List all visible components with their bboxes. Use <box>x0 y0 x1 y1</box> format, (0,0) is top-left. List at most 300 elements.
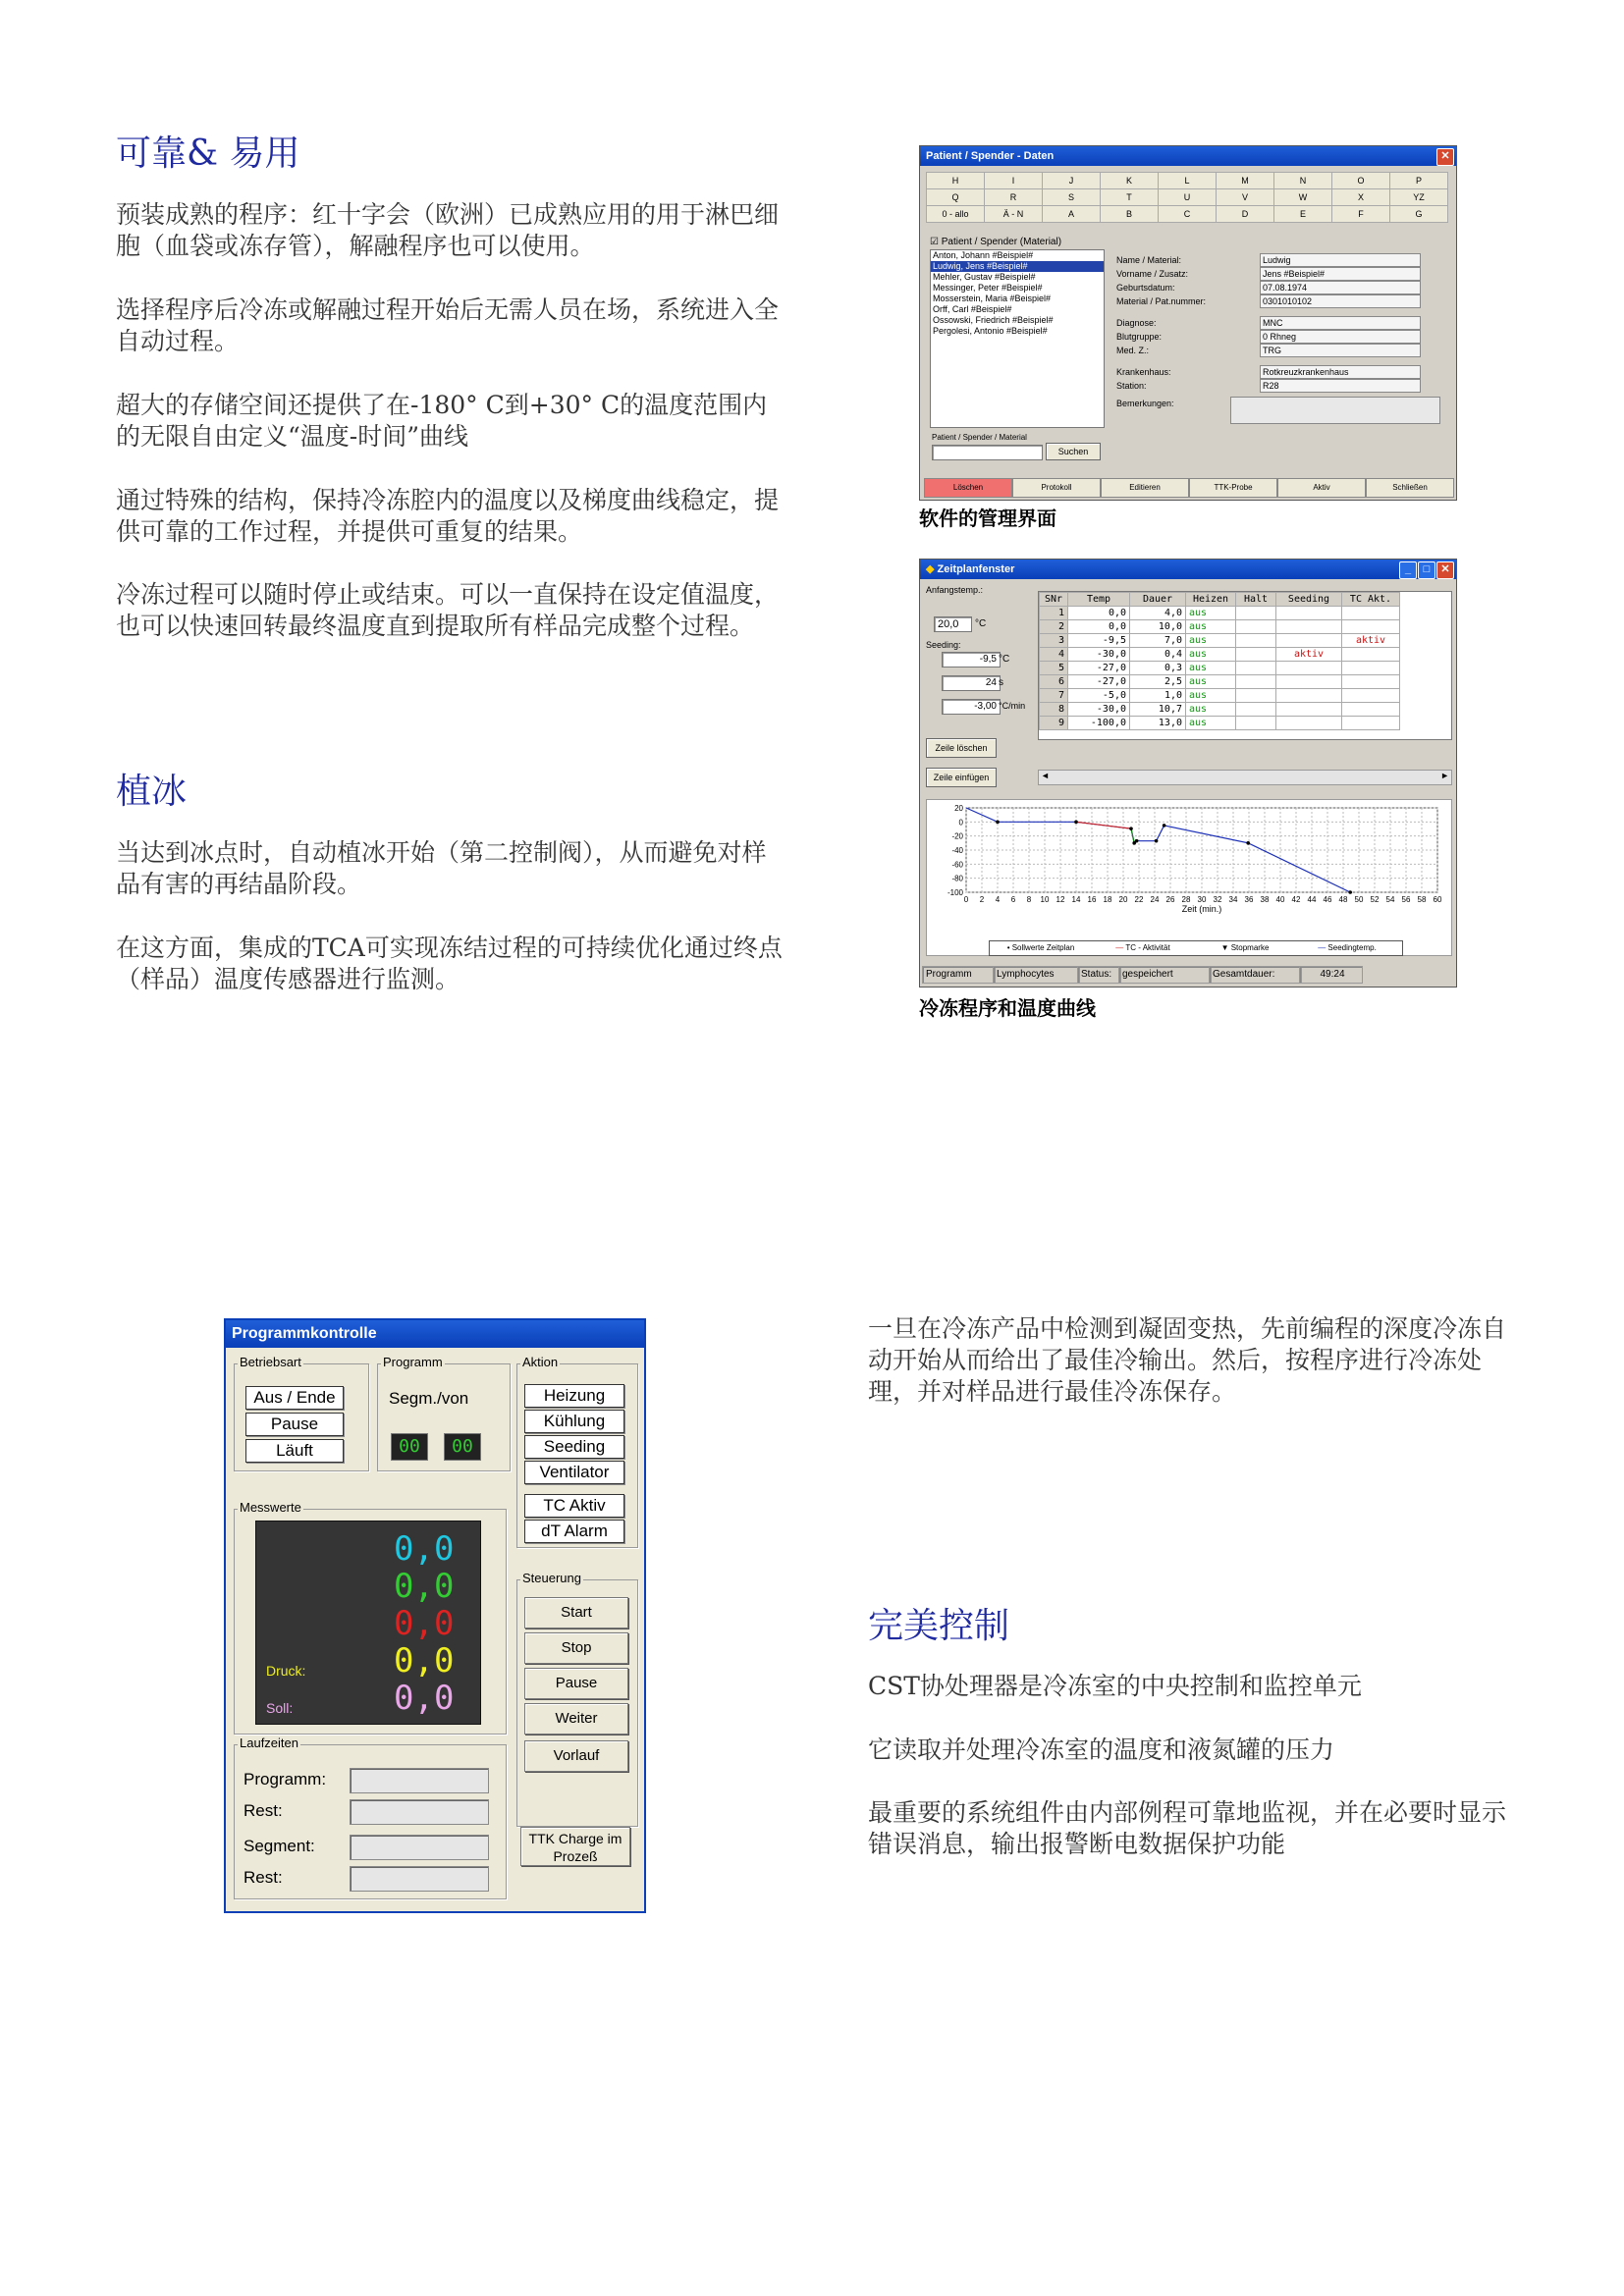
table-cell[interactable]: 2 <box>1040 620 1068 634</box>
table-cell[interactable]: -5,0 <box>1068 689 1130 703</box>
segment-label: Segm./von <box>389 1389 469 1408</box>
schedule-table-container[interactable] <box>1038 591 1452 740</box>
list-item[interactable]: Ossowski, Friedrich #Beispiel# <box>933 315 1054 325</box>
measurement-display <box>255 1521 481 1725</box>
field-label: Krankenhaus: <box>1116 367 1171 377</box>
x-tick-label: 12 <box>1056 895 1065 904</box>
alpha-tab[interactable]: T <box>1100 188 1159 206</box>
patient-search-button[interactable]: Suchen <box>1046 443 1101 460</box>
segment-display: 00 <box>391 1433 428 1461</box>
table-cell[interactable] <box>1236 662 1276 675</box>
laufzeit-label: Segment: <box>244 1837 315 1855</box>
delete-row-button[interactable]: Zeile löschen <box>926 738 997 758</box>
table-cell[interactable] <box>1236 607 1276 620</box>
status-cell: 49:24 <box>1299 966 1363 984</box>
table-cell[interactable]: -100,0 <box>1068 717 1130 730</box>
table-cell[interactable]: 4 <box>1040 648 1068 662</box>
table-header: Temp <box>1068 593 1130 607</box>
table-cell[interactable]: 0,4 <box>1130 648 1186 662</box>
table-cell[interactable]: aus <box>1186 634 1236 648</box>
legend-symbol: ▼ <box>1220 943 1231 952</box>
table-cell[interactable] <box>1342 703 1400 717</box>
table-cell[interactable]: -27,0 <box>1068 662 1130 675</box>
table-cell[interactable] <box>1236 689 1276 703</box>
x-tick-label: 28 <box>1181 895 1191 904</box>
alpha-tab[interactable]: K <box>1100 172 1159 189</box>
alpha-tab[interactable]: I <box>984 172 1043 189</box>
programmkontrolle-window <box>224 1318 646 1913</box>
betriebsart-title: Betriebsart <box>240 1355 301 1369</box>
table-cell[interactable] <box>1342 620 1400 634</box>
zeitplan-window-title: Zeitplanfenster <box>937 563 1015 575</box>
section1-paragraph: 选择程序后冷冻或解融过程开始后无需人员在场，系统进入全自动过程。 <box>116 295 780 355</box>
x-tick-label: 46 <box>1323 895 1332 904</box>
measurement-value: 0,0 <box>394 1641 455 1681</box>
bottom-button[interactable]: TTK-Probe <box>1189 478 1277 498</box>
x-tick-label: 2 <box>979 895 985 904</box>
data-point <box>1155 839 1159 843</box>
aktion-button[interactable]: Kühlung <box>524 1410 624 1433</box>
section4-paragraph: 最重要的系统组件由内部例程可靠地监视，并在必要时显示错误消息，输出报警断电数据保护功能 <box>868 1798 1507 1858</box>
legend-item <box>1296 941 1398 955</box>
legend-symbol: — <box>1318 943 1328 952</box>
aktion-button[interactable]: TC Aktiv <box>524 1494 624 1518</box>
table-cell[interactable] <box>1236 634 1276 648</box>
table-row[interactable] <box>1040 634 1400 648</box>
app-icon: ◆ <box>926 563 938 575</box>
laufzeit-label: Rest: <box>244 1868 283 1887</box>
x-tick-label: 42 <box>1291 895 1301 904</box>
alpha-tab[interactable]: A <box>1042 205 1101 223</box>
patient-titlebar <box>920 146 1456 166</box>
field-label: Vorname / Zusatz: <box>1116 269 1189 279</box>
section1-paragraph: 冷冻过程可以随时停止或结束。可以一直保持在设定值温度，也可以快速回转最终温度直到提取所有样品完成整个过程。 <box>116 580 780 640</box>
alpha-tab[interactable]: B <box>1100 205 1159 223</box>
aktion-button[interactable]: Heizung <box>524 1384 624 1408</box>
legend-item <box>990 941 1092 955</box>
table-cell[interactable] <box>1236 675 1276 689</box>
x-tick-label: 34 <box>1228 895 1238 904</box>
field-value[interactable]: R28 <box>1260 379 1421 393</box>
x-tick-label: 20 <box>1118 895 1128 904</box>
table-header: Seeding <box>1276 593 1342 607</box>
patient-details <box>1112 249 1446 460</box>
x-axis-label: Zeit (min.) <box>1181 904 1222 914</box>
scroll-left-icon[interactable]: ◄ <box>1041 771 1050 780</box>
aktion-button[interactable]: dT Alarm <box>524 1520 624 1543</box>
steuerung-button[interactable]: Weiter <box>524 1703 628 1735</box>
alpha-tab[interactable]: 0 - allo <box>926 205 985 223</box>
list-item[interactable]: Mehler, Gustav #Beispiel# <box>933 272 1036 282</box>
section-title-reliable: 可靠& 易用 <box>116 133 300 174</box>
x-tick-label: 18 <box>1103 895 1112 904</box>
table-cell[interactable]: 7 <box>1040 689 1068 703</box>
table-cell[interactable]: 13,0 <box>1130 717 1186 730</box>
mode-running-button[interactable]: Läuft <box>245 1439 344 1463</box>
measurement-value: 0,0 <box>394 1604 455 1643</box>
anfangstemp-unit: °C <box>975 618 987 629</box>
x-tick-label: 22 <box>1134 895 1144 904</box>
data-point <box>1129 827 1133 830</box>
alpha-tab[interactable]: S <box>1042 188 1101 206</box>
steuerung-title: Steuerung <box>522 1571 581 1585</box>
table-cell[interactable]: aus <box>1186 675 1236 689</box>
field-value[interactable]: Ludwig <box>1260 253 1421 267</box>
alpha-tab[interactable]: U <box>1158 188 1217 206</box>
table-cell[interactable]: 7,0 <box>1130 634 1186 648</box>
list-item[interactable]: Mosserstein, Maria #Beispiel# <box>933 294 1052 303</box>
table-cell[interactable]: 9 <box>1040 717 1068 730</box>
section3-paragraph: 一旦在冷冻产品中检测到凝固变热，先前编程的深度冷冻自动开始从而给出了最佳冷输出。然后，按程序进行冷冻处理，并对样品进行最佳冷冻保存。 <box>868 1314 1507 1406</box>
legend-label: Stopmarke <box>1230 943 1270 952</box>
x-tick-label: 0 <box>963 895 969 904</box>
measurement-value: 0,0 <box>394 1529 455 1569</box>
table-cell[interactable] <box>1276 689 1342 703</box>
section-title-control: 完美控制 <box>868 1606 1010 1646</box>
x-tick-label: 4 <box>995 895 1001 904</box>
table-row[interactable] <box>1040 607 1400 620</box>
status-cell: Gesamtdauer: <box>1209 966 1302 984</box>
table-cell[interactable]: -27,0 <box>1068 675 1130 689</box>
field-value[interactable] <box>1230 397 1440 424</box>
programmkontrolle-titlebar <box>226 1320 644 1348</box>
x-tick-label: 24 <box>1150 895 1160 904</box>
x-tick-label: 14 <box>1071 895 1081 904</box>
table-cell[interactable]: 5 <box>1040 662 1068 675</box>
table-scrollbar[interactable] <box>1038 770 1452 785</box>
y-tick-label: -60 <box>951 860 963 870</box>
table-cell[interactable] <box>1276 675 1342 689</box>
caption-patient: 软件的管理界面 <box>919 508 1056 530</box>
x-tick-label: 26 <box>1165 895 1175 904</box>
seeding-rate-unit: °C/min <box>999 701 1026 711</box>
table-cell[interactable] <box>1276 703 1342 717</box>
field-value[interactable]: TRG <box>1260 344 1421 357</box>
table-cell[interactable]: aus <box>1186 648 1236 662</box>
alpha-tab[interactable]: X <box>1331 188 1390 206</box>
patient-list[interactable] <box>930 249 1105 428</box>
table-cell[interactable] <box>1276 717 1342 730</box>
table-cell[interactable]: 3 <box>1040 634 1068 648</box>
chart-legend <box>989 940 1403 956</box>
status-cell: Programm <box>922 966 996 984</box>
data-point <box>1163 824 1166 828</box>
table-cell[interactable] <box>1236 620 1276 634</box>
alpha-tab[interactable]: L <box>1158 172 1217 189</box>
table-row[interactable] <box>1040 703 1400 717</box>
x-tick-label: 8 <box>1026 895 1032 904</box>
x-tick-label: 58 <box>1417 895 1427 904</box>
table-header: TC Akt. <box>1342 593 1400 607</box>
scroll-right-icon[interactable]: ► <box>1440 771 1449 780</box>
field-value[interactable]: Jens #Beispiel# <box>1260 267 1421 281</box>
alpha-tab[interactable]: W <box>1273 188 1332 206</box>
table-cell[interactable]: -9,5 <box>1068 634 1130 648</box>
x-tick-label: 44 <box>1307 895 1317 904</box>
table-cell[interactable]: -30,0 <box>1068 703 1130 717</box>
legend-item <box>1092 941 1194 955</box>
table-cell[interactable] <box>1276 634 1342 648</box>
patient-window <box>919 145 1457 501</box>
table-row[interactable] <box>1040 620 1400 634</box>
table-row[interactable] <box>1040 675 1400 689</box>
insert-row-button[interactable]: Zeile einfügen <box>926 768 997 787</box>
caption-zeitplan: 冷冻程序和温度曲线 <box>919 998 1096 1020</box>
table-cell[interactable]: aus <box>1186 703 1236 717</box>
status-cell: gespeichert <box>1118 966 1212 984</box>
table-cell[interactable]: 10,7 <box>1130 703 1186 717</box>
messwerte-title: Messwerte <box>240 1500 301 1515</box>
laufzeit-label: Rest: <box>244 1801 283 1820</box>
aktion-title: Aktion <box>522 1355 559 1369</box>
legend-label: Seedingtemp. <box>1327 943 1377 952</box>
steuerung-button[interactable]: Stop <box>524 1632 628 1664</box>
laufzeit-label: Programm: <box>244 1770 327 1789</box>
field-label: Geburtsdatum: <box>1116 283 1175 293</box>
programm-title: Programm <box>383 1355 443 1369</box>
table-cell[interactable]: 8 <box>1040 703 1068 717</box>
measurement-label: Druck: <box>266 1663 306 1679</box>
bottom-button[interactable]: Aktiv <box>1277 478 1366 498</box>
field-label: Material / Pat.nummer: <box>1116 296 1207 306</box>
status-cell: Status: <box>1077 966 1121 984</box>
section2-paragraph: 在这方面，集成的TCA可实现冻结过程的可持续优化通过终点（样品）温度传感器进行监测。 <box>116 934 783 993</box>
table-cell[interactable]: 4,0 <box>1130 607 1186 620</box>
laufzeit-field <box>350 1866 489 1892</box>
list-item[interactable]: Messinger, Peter #Beispiel# <box>933 283 1043 293</box>
alpha-tab[interactable]: M <box>1216 172 1274 189</box>
bottom-button[interactable]: Protokoll <box>1012 478 1101 498</box>
field-value[interactable]: Rotkreuzkrankenhaus <box>1260 365 1421 379</box>
patient-search-input[interactable] <box>932 445 1043 460</box>
seeding-temp-input[interactable]: -9,5 <box>942 652 1001 667</box>
seeding-time-input[interactable]: 24 <box>942 675 1001 691</box>
legend-label: Sollwerte Zeitplan <box>1011 943 1075 952</box>
field-value[interactable]: 07.08.1974 <box>1260 281 1421 294</box>
legend-label: TC - Aktivität <box>1125 943 1170 952</box>
table-cell[interactable] <box>1342 648 1400 662</box>
zeitplan-window <box>919 559 1457 988</box>
table-cell[interactable] <box>1342 689 1400 703</box>
measurement-label: Soll: <box>266 1700 294 1716</box>
table-cell[interactable]: 0,3 <box>1130 662 1186 675</box>
mode-off-button[interactable]: Aus / Ende <box>245 1386 344 1410</box>
x-tick-label: 38 <box>1260 895 1270 904</box>
table-row[interactable] <box>1040 648 1400 662</box>
x-tick-label: 40 <box>1275 895 1285 904</box>
anfangstemp-input[interactable]: 20,0 <box>934 616 972 632</box>
field-value[interactable]: 0 Rhneg <box>1260 330 1421 344</box>
list-item[interactable]: Ludwig, Jens #Beispiel# <box>931 261 1104 272</box>
data-point <box>1246 841 1250 845</box>
field-label: Bemerkungen: <box>1116 399 1174 408</box>
table-cell[interactable]: 10,0 <box>1130 620 1186 634</box>
section1-paragraph: 预装成熟的程序：红十字会（欧洲）已成熟应用的用于淋巴细胞（血袋或冻存管），解融程序也可以使用。 <box>116 200 780 260</box>
steuerung-button[interactable]: Pause <box>524 1668 628 1699</box>
x-tick-label: 6 <box>1010 895 1016 904</box>
list-item[interactable]: Orff, Carl #Beispiel# <box>933 304 1012 314</box>
close-icon[interactable]: ✕ <box>1436 561 1454 579</box>
ttk-charge-button[interactable]: TTK Charge im Prozeß <box>520 1827 630 1866</box>
table-cell[interactable]: 2,5 <box>1130 675 1186 689</box>
table-cell[interactable]: 0,0 <box>1068 607 1130 620</box>
list-item[interactable]: Pergolesi, Antonio #Beispiel# <box>933 326 1048 336</box>
chart-area <box>926 799 1452 956</box>
status-bar <box>922 966 1452 982</box>
bottom-button[interactable]: Schließen <box>1366 478 1454 498</box>
patient-search-label: Patient / Spender / Material <box>932 433 1027 442</box>
table-row[interactable] <box>1040 662 1400 675</box>
table-cell[interactable]: 6 <box>1040 675 1068 689</box>
steuerung-button[interactable]: Start <box>524 1597 628 1629</box>
alpha-tab[interactable]: J <box>1042 172 1101 189</box>
patient-window-title: Patient / Spender - Daten <box>926 150 1055 162</box>
table-cell[interactable]: aus <box>1186 662 1236 675</box>
seeding-temp-unit: °C <box>999 654 1010 665</box>
zeitplan-titlebar <box>920 560 1456 579</box>
mode-pause-button[interactable]: Pause <box>245 1413 344 1436</box>
list-item[interactable]: Anton, Johann #Beispiel# <box>933 250 1034 260</box>
section1-paragraph: 超大的存储空间还提供了在-180° C到+30° C的温度范围内的无限自由定义“温度-时间”曲线 <box>116 391 768 451</box>
table-row[interactable] <box>1040 689 1400 703</box>
patient-bottom-bar <box>924 478 1452 496</box>
patient-checkbox[interactable]: ☑ Patient / Spender (Material) <box>930 237 1062 247</box>
y-tick-label: 0 <box>958 818 963 828</box>
data-point <box>1348 890 1352 894</box>
alpha-tab[interactable]: YZ <box>1389 188 1448 206</box>
measurement-value: 0,0 <box>394 1679 455 1718</box>
field-label: Name / Material: <box>1116 255 1182 265</box>
section-title-seeding: 植冰 <box>116 772 188 812</box>
table-cell[interactable] <box>1236 703 1276 717</box>
table-cell[interactable] <box>1342 675 1400 689</box>
bottom-button[interactable]: Löschen <box>924 478 1012 498</box>
table-row[interactable] <box>1040 717 1400 730</box>
table-header: Halt <box>1236 593 1276 607</box>
x-tick-label: 60 <box>1433 895 1442 904</box>
alpha-tab[interactable]: D <box>1216 205 1274 223</box>
section4-paragraph: 它读取并处理冷冻室的温度和液氮罐的压力 <box>868 1735 1335 1764</box>
table-header: Heizen <box>1186 593 1236 607</box>
table-cell[interactable] <box>1342 662 1400 675</box>
table-cell[interactable] <box>1276 607 1342 620</box>
seeding-time-unit: s <box>999 677 1003 688</box>
x-tick-label: 54 <box>1385 895 1395 904</box>
legend-symbol: • <box>1006 943 1012 952</box>
bottom-button[interactable]: Editieren <box>1101 478 1189 498</box>
table-cell[interactable]: 0,0 <box>1068 620 1130 634</box>
alpha-tab[interactable]: G <box>1389 205 1448 223</box>
y-tick-label: -40 <box>951 846 963 855</box>
table-header: SNr <box>1040 593 1068 607</box>
table-cell[interactable] <box>1342 717 1400 730</box>
alpha-tab[interactable]: N <box>1273 172 1332 189</box>
legend-item <box>1194 941 1296 955</box>
status-cell: Lymphocytes <box>993 966 1080 984</box>
table-cell[interactable]: 1 <box>1040 607 1068 620</box>
programmkontrolle-title: Programmkontrolle <box>232 1325 377 1342</box>
aktion-button[interactable]: Ventilator <box>524 1461 624 1484</box>
x-tick-label: 32 <box>1213 895 1222 904</box>
table-cell[interactable]: 1,0 <box>1130 689 1186 703</box>
table-cell[interactable] <box>1236 717 1276 730</box>
y-tick-label: 20 <box>954 804 963 813</box>
table-cell[interactable]: aktiv <box>1342 634 1400 648</box>
data-point <box>1135 839 1139 843</box>
steuerung-button[interactable]: Vorlauf <box>524 1740 628 1772</box>
table-header: Dauer <box>1130 593 1186 607</box>
table-cell[interactable]: aus <box>1186 607 1236 620</box>
field-label: Med. Z.: <box>1116 346 1150 355</box>
y-tick-label: -100 <box>947 888 963 897</box>
table-cell[interactable] <box>1342 607 1400 620</box>
table-cell[interactable]: aktiv <box>1276 648 1342 662</box>
segment-total-display: 00 <box>444 1433 481 1461</box>
field-value[interactable]: MNC <box>1260 316 1421 330</box>
measurement-value: 0,0 <box>394 1567 455 1606</box>
minimize-icon[interactable]: _ <box>1399 561 1417 579</box>
x-tick-label: 56 <box>1401 895 1411 904</box>
x-tick-label: 36 <box>1244 895 1254 904</box>
field-label: Diagnose: <box>1116 318 1157 328</box>
table-cell[interactable] <box>1236 648 1276 662</box>
alpha-tab[interactable]: O <box>1331 172 1390 189</box>
section4-paragraph: CST协处理器是冷冻室的中央控制和监控单元 <box>868 1672 1362 1700</box>
legend-symbol: — <box>1115 943 1126 952</box>
table-cell[interactable]: aus <box>1186 717 1236 730</box>
seeding-label: Seeding: <box>926 640 961 650</box>
alpha-tab[interactable]: F <box>1331 205 1390 223</box>
field-value[interactable]: 0301010102 <box>1260 294 1421 308</box>
laufzeit-field <box>350 1799 489 1825</box>
maximize-icon[interactable]: □ <box>1418 561 1435 579</box>
x-tick-label: 50 <box>1354 895 1364 904</box>
alphabet-index <box>926 172 1448 221</box>
table-header-row <box>1040 593 1400 607</box>
alpha-tab[interactable]: V <box>1216 188 1274 206</box>
alpha-tab[interactable]: E <box>1273 205 1332 223</box>
x-tick-label: 30 <box>1197 895 1207 904</box>
y-tick-label: -80 <box>951 874 963 883</box>
x-tick-label: 48 <box>1338 895 1348 904</box>
schedule-table[interactable] <box>1039 592 1400 730</box>
table-cell[interactable] <box>1276 620 1342 634</box>
alpha-tab[interactable]: H <box>926 172 985 189</box>
aktion-button[interactable]: Seeding <box>524 1435 624 1459</box>
alpha-tab[interactable]: C <box>1158 205 1217 223</box>
alpha-tab[interactable]: Ä - N <box>984 205 1043 223</box>
field-label: Blutgruppe: <box>1116 332 1163 342</box>
y-tick-label: -20 <box>951 831 963 841</box>
section1-paragraph: 通过特殊的结构，保持冷冻腔内的温度以及梯度曲线稳定，提供可靠的工作过程，并提供可重复的结果。 <box>116 486 780 546</box>
alpha-tab[interactable]: Q <box>926 188 985 206</box>
laufzeiten-title: Laufzeiten <box>240 1735 298 1750</box>
data-point <box>1074 821 1078 825</box>
x-tick-label: 52 <box>1370 895 1380 904</box>
seeding-rate-input[interactable]: -3,00 <box>942 699 1001 715</box>
field-label: Station: <box>1116 381 1147 391</box>
table-cell[interactable]: aus <box>1186 689 1236 703</box>
alpha-tab[interactable]: P <box>1389 172 1448 189</box>
table-cell[interactable]: -30,0 <box>1068 648 1130 662</box>
alpha-tab[interactable]: R <box>984 188 1043 206</box>
laufzeit-field <box>350 1835 489 1860</box>
x-tick-label: 16 <box>1087 895 1097 904</box>
table-cell[interactable]: aus <box>1186 620 1236 634</box>
laufzeit-field <box>350 1768 489 1793</box>
table-cell[interactable] <box>1276 662 1342 675</box>
close-icon[interactable]: ✕ <box>1436 148 1454 166</box>
